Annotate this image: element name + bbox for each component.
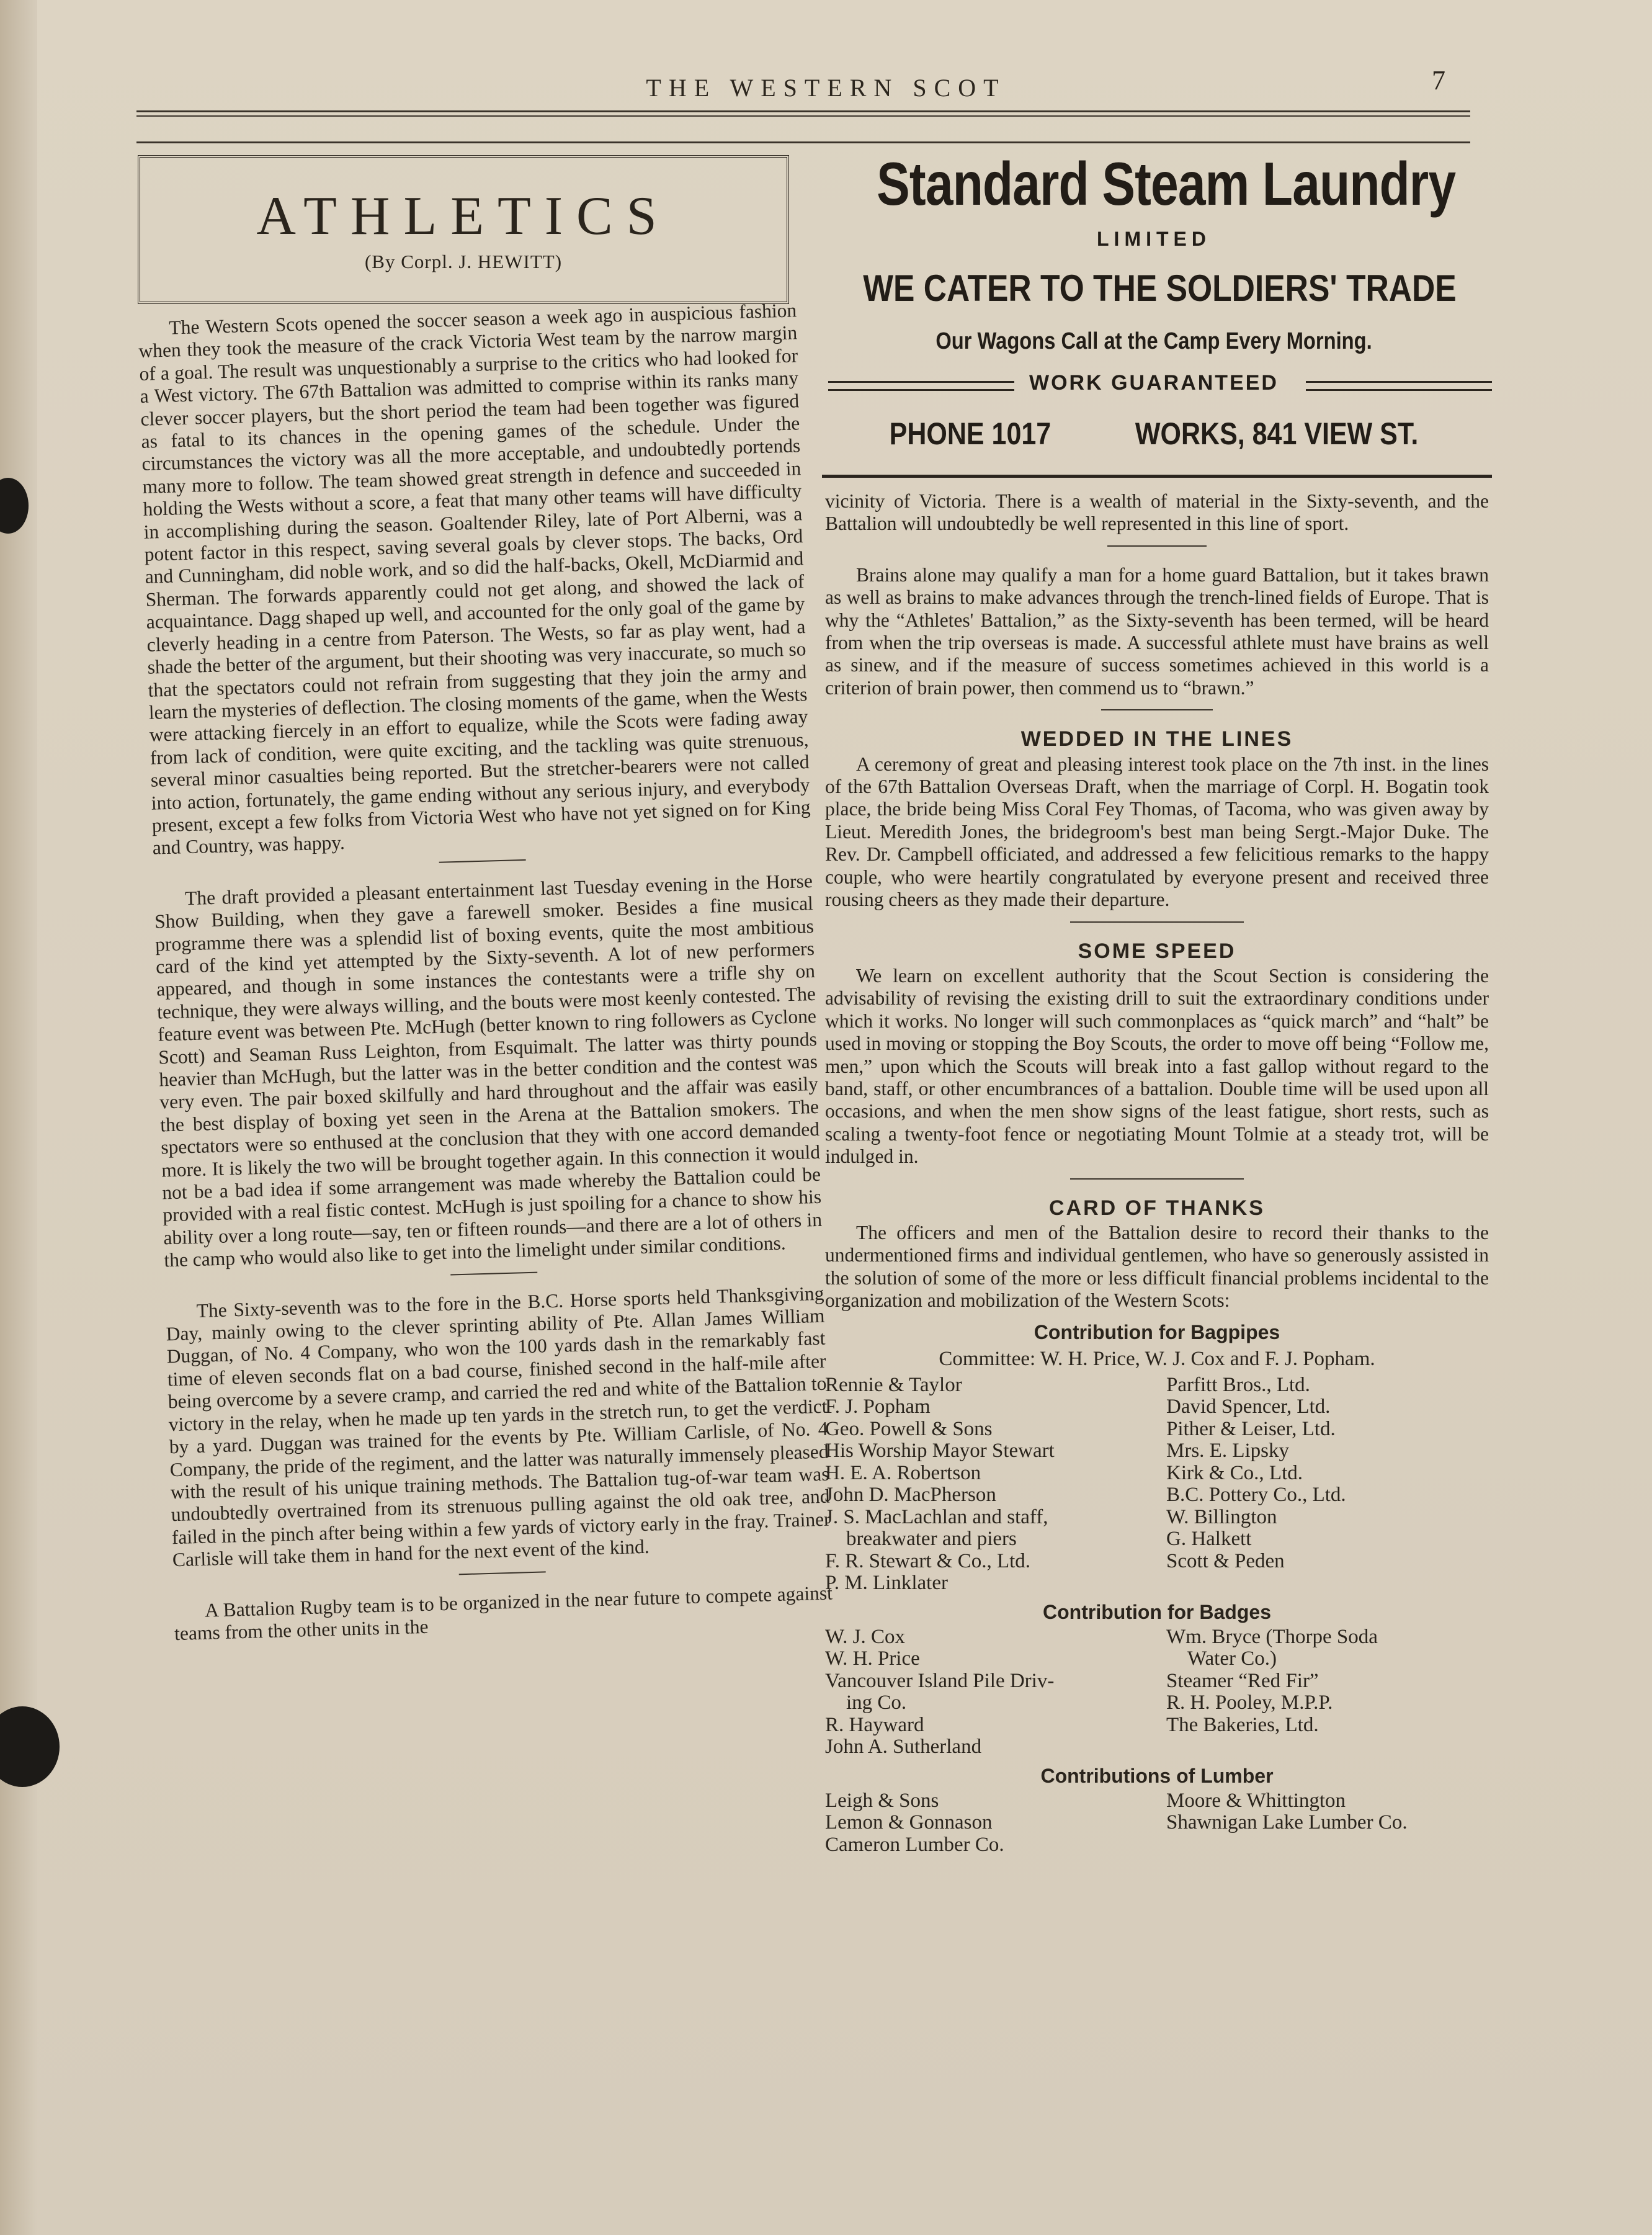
section-divider: [450, 1271, 537, 1275]
contributor: P. M. Linklater: [825, 1572, 948, 1595]
athletics-byline: (By Corpl. J. HEWITT): [364, 251, 563, 272]
bagpipes-committee: Committee: W. H. Price, W. J. Cox and F. J. Popham.: [939, 1347, 1375, 1370]
speed-heading: SOME SPEED: [1078, 939, 1236, 963]
contributor: Parfitt Bros., Ltd.: [1166, 1373, 1310, 1396]
contributor: ing Co.: [846, 1691, 907, 1714]
athletics-paragraph-horse-sports: The Sixty-seventh was to the fore in the B.C. Horse sports held Thanksgiving Day, mainly owing to the clever sprinting ability of Pte. Allan James William Duggan, of No. 4 Company, who won the 100 yards dash in the remarkably fast time of eleven seconds flat on a bad course, finished second in the half-mile after being overcome by a severe cramp, and carried the red and white of the Battalion to victory in the relay, when he made up ten yards in the stretch run, to get the verdict by a yard. Duggan was trained for the events by Pte. William Carlisle, of No. 4 Company, the pride of the regiment, and the latter was naturally immensely pleased with the result of his unique training methods. The Battalion tug-of-war team was undoubtedly overtrained from its strenuous pulling against the old oak tree, and failed in the pinch after being within a few yards of victory early in the fray. Trainer Carlisle will take them in hand for the next event of the kind.: [166, 1282, 831, 1571]
section-divider: [459, 1571, 546, 1575]
contributor: R. Hayward: [825, 1713, 924, 1736]
contributor: F. J. Popham: [825, 1395, 931, 1418]
ad-guarantee: WORK GUARANTEED: [1029, 371, 1279, 395]
contributor: Pither & Leiser, Ltd.: [1166, 1417, 1336, 1440]
contributor: John A. Sutherland: [825, 1736, 982, 1758]
ad-bottom-rule: [822, 475, 1492, 478]
ad-phone: PHONE 1017: [889, 416, 1051, 451]
contributor: Leigh & Sons: [825, 1789, 939, 1812]
contributor: Scott & Peden: [1166, 1549, 1285, 1572]
ad-guarantee-rule-right: [1306, 381, 1492, 391]
thanks-paragraph: The officers and men of the Battalion desire to record their thanks to the undermentioned firms and individual gentlemen, who have so generously assisted in the solution of some of the more or less difficult financial problems incidental to the organization and mobilization of the Western Scots:: [825, 1221, 1489, 1312]
section-divider: [439, 859, 526, 863]
bagpipes-heading: Contribution for Bagpipes: [1034, 1320, 1280, 1343]
ad-works-address: WORKS, 841 VIEW ST.: [1135, 416, 1419, 451]
page-edge-shadow: [0, 0, 37, 2235]
ad-limited: LIMITED: [1097, 228, 1211, 250]
header-rule-lower: [136, 141, 1470, 143]
section-divider: [1070, 921, 1244, 923]
wedded-paragraph: A ceremony of great and pleasing interest took place on the 7th inst. in the lines of the 67th Battalion Overseas Draft, when the marriage of Corpl. H. Bogatin took place, the bride being Miss Coral Fey Thomas, of Tacoma, who was given away by Lieut. Meredith Jones, the bridegroom's best man being Sergt.-Major Duke. The Rev. Dr. Campbell officiated, and addressed a few felicitious remarks to the happy couple, who were heartily congratulated by everyone present and received three rousing cheers as they made their departure.: [825, 753, 1489, 911]
contributor: B.C. Pottery Co., Ltd.: [1166, 1484, 1346, 1507]
page-number: 7: [1432, 65, 1445, 96]
athletics-paragraph-soccer: The Western Scots opened the soccer season a week ago in auspicious fashion when they took the measure of the crack Victoria West team by the narrow margin of a goal. The result was unquestionably a surprise to the critics who had looked for a West victory. The 67th Battalion was admitted to comprise within its ranks many clever soccer players, but the short period the team had been together was figured as fatal to its chances in the opening games of the schedule. Under the circumstances the victory was all the more acceptable, and undoubtedly portends many more to follow. The team showed great strength in defence and succeeded in holding the Wests without a score, a feat that many other teams will have difficulty in accomplishing during the season. Goaltender Riley, late of Port Alberni, was a potent factor in this respect, saving several goals by clever stops. The backs, Ord and Cunningham, did noble work, and so did the half-backs, Okell, McDiarmid and Sherman. The forwards apparently could not get along, and showed the lack of acquaintance. Dagg shaped up well, and accounted for the only goal of the game by cleverly heading in a centre from Paterson. The Wests, so far as play went, had a shade the better of the argument, but their shooting was very inaccurate, so much so that the spectators could not refrain from suggesting that they join the army and learn the mysteries of deflection. The closing moments of the game, when the Wests were attacking fiercely in an effort to equalize, while the Scots were fading away from lack of condition, were quite exciting, and the tackling was quite strenuous, several minor casualties being reported. But the stretcher-bearers were not called into action, fortunately, the game ending without any serious injury, and everybody present, except a few folks from Victoria West who have not yet signed on for King and Country, was happy.: [138, 299, 811, 859]
thanks-heading: CARD OF THANKS: [1049, 1196, 1265, 1220]
contributor: His Worship Mayor Stewart: [825, 1440, 1055, 1462]
contributor: W. H. Price: [825, 1647, 920, 1670]
lumber-heading: Contributions of Lumber: [1040, 1764, 1274, 1787]
contributor: R. H. Pooley, M.P.P.: [1166, 1691, 1333, 1714]
contributor: Geo. Powell & Sons: [825, 1417, 993, 1440]
right-column: [825, 490, 1489, 1862]
badges-heading: Contribution for Badges: [1043, 1600, 1271, 1623]
speed-paragraph: We learn on excellent authority that the Scout Section is considering the advisability of revising the existing drill to suit the extraordinary conditions under which it works. No longer will such commonplaces as “quick march” and “halt” be used in moving or stopping the Boy Scouts, the order to move off being “Follow me, men,” upon which the Scouts will break into a fast gallop without regard to the band, staff, or other encumbrances of a battalion. Double time will be used upon all occasions, and when the men show signs of the least fatigue, short rests, such as scaling a twenty-foot fence or negotiating Mount Tolmie at a steady trot, will be indulged in.: [825, 964, 1489, 1168]
brains-paragraph: Brains alone may qualify a man for a home guard Battalion, but it takes brawn as well as brains to make advances through the trench-lined fields of Europe. That is why the “Athletes' Battalion,” as the Sixty-seventh has been termed, will be heard from when the trip overseas is made. A successful athlete must have brains as well as sinew, and if the measure of success sometimes achieved in this world is a criterion of brain power, then commend us to “brawn.”: [825, 563, 1489, 699]
ad-contact-row: [863, 416, 1444, 452]
ad-wagons-line: Our Wagons Call at the Camp Every Morning.: [935, 328, 1372, 354]
contributor: breakwater and piers: [846, 1528, 1017, 1551]
rugby-continued: vicinity of Victoria. There is a wealth of material in the Sixty-seventh, and the Battalion will undoubtedly be well represented in this line of sport.: [825, 490, 1489, 535]
section-divider: [1101, 709, 1213, 710]
contributor: Vancouver Island Pile Driv-: [825, 1669, 1055, 1692]
contributor: J. S. MacLachlan and staff,: [825, 1505, 1048, 1528]
athletics-paragraph-smoker: The draft provided a pleasant entertainment last Tuesday evening in the Horse Show Building, when they gave a farewell smoker. Besides a fine musical programme there was a splendid list of boxing events, quite the most ambitious card of the kind yet attempted by the Sixty-seventh. A lot of new performers appeared, and though in some instances the contestants were a trifle shy on technique, they were always willing, and the bouts were most keenly contested. The feature event was between Pte. McHugh (better known to ring followers as Cyclone Scott) and Seaman Russ Leighton, from Esquimalt. The latter was thirty pounds heavier than McHugh, but the latter was in the better condition and the contest was very even. The pair boxed skilfully and hard throughout and the affair was easily the best display of boxing yet seen in the Arena at the Battalion smokers. The spectators were so enthused at the conclusion that they with one accord demanded more. It is likely the two will be brought together again. In this connection it would not be a bad idea if some arrangement was made whereby the Battalion could be provided with a real fistic contest. McHugh is just spoiling for a chance to show his ability over a long route—say, ten or fifteen rounds—and there are a lot of others in the camp who would also like to get into the limelight under similar conditions.: [154, 869, 823, 1271]
wedded-heading: WEDDED IN THE LINES: [1020, 727, 1293, 751]
contributor: G. Halkett: [1166, 1528, 1252, 1551]
laundry-advertisement: [816, 149, 1492, 484]
athletics-title-box: [138, 155, 789, 304]
athletics-title: ATHLETICS: [256, 186, 671, 246]
header-rule-bottom: [136, 115, 1470, 117]
badges-contributors: [825, 1626, 1489, 1758]
contributor: John D. MacPherson: [825, 1484, 996, 1507]
contributor: Kirk & Co., Ltd.: [1166, 1461, 1303, 1484]
ad-slogan: WE CATER TO THE SOLDIERS' TRADE: [863, 267, 1457, 309]
contributor: Steamer “Red Fir”: [1166, 1669, 1319, 1692]
contributor: David Spencer, Ltd.: [1166, 1395, 1331, 1418]
contributor: Water Co.): [1187, 1647, 1277, 1670]
contributor: W. Billington: [1166, 1505, 1277, 1528]
contributor: W. J. Cox: [825, 1625, 905, 1648]
lumber-contributors: [825, 1790, 1489, 1857]
contributor: Lemon & Gonnason: [825, 1811, 993, 1834]
contributor: Cameron Lumber Co.: [825, 1833, 1004, 1856]
binding-hole-bottom: [0, 1706, 60, 1787]
athletics-column: [138, 299, 834, 1667]
contributor: Shawnigan Lake Lumber Co.: [1166, 1811, 1408, 1834]
bagpipes-contributors: [825, 1374, 1489, 1595]
ad-guarantee-row: [816, 371, 1492, 398]
contributor: The Bakeries, Ltd.: [1166, 1713, 1319, 1736]
contributor: Mrs. E. Lipsky: [1166, 1440, 1289, 1462]
contributor: Rennie & Taylor: [825, 1373, 962, 1396]
contributor: H. E. A. Robertson: [825, 1461, 981, 1484]
running-title: THE WESTERN SCOT: [646, 74, 1006, 102]
section-divider: [1070, 1178, 1244, 1180]
contributor: F. R. Stewart & Co., Ltd.: [825, 1549, 1031, 1572]
contributor: Wm. Bryce (Thorpe Soda: [1166, 1625, 1378, 1648]
header-rule-top: [136, 110, 1470, 112]
section-divider: [1107, 545, 1207, 547]
ad-company-name: Standard Steam Laundry: [877, 150, 1456, 218]
athletics-paragraph-rugby: A Battalion Rugby team is to be organized in the near future to compete against teams from the other units in the: [174, 1582, 833, 1645]
contributor: Moore & Whittington: [1166, 1789, 1346, 1812]
